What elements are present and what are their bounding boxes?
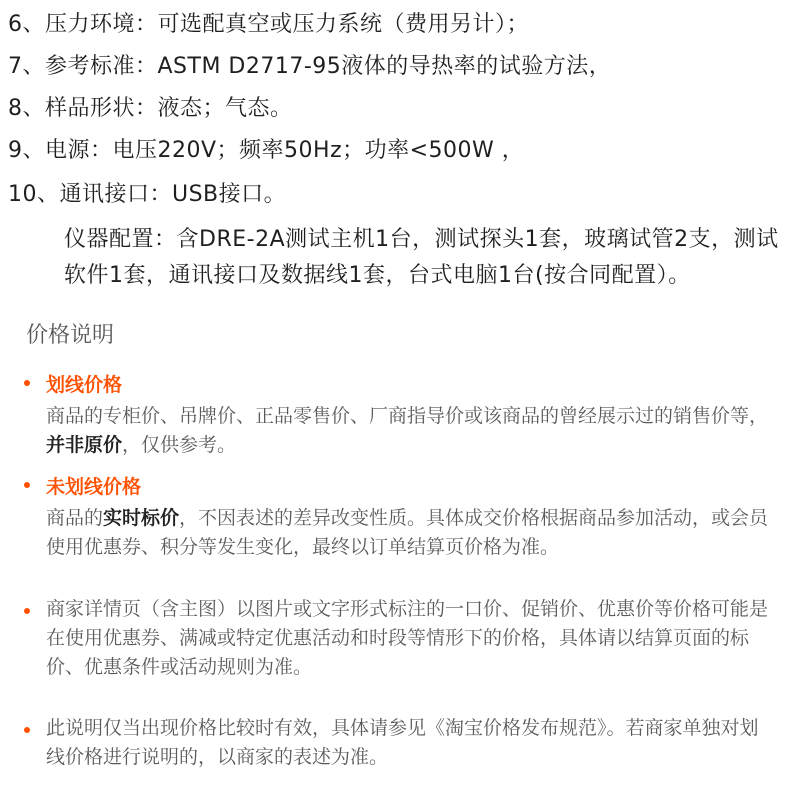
nonstrike-price-bold: 实时标价 xyxy=(103,507,180,529)
nonstrike-price-text-b: ，不因表述的差异改变性质。具体成交价格根据商品参加活动，或会员使用优惠券、积分等发生变化，最终以订单结算页价格为准。 xyxy=(46,507,769,558)
instrument-config xyxy=(64,222,800,294)
bullet-dot-icon xyxy=(24,727,30,733)
config-line-1: 仪器配置：含DRE-2A测试主机1台，测试探头1套，玻璃试管2支，测试 xyxy=(64,227,779,252)
spec-item-sample-shape: 8、样品形状：液态；气态。 xyxy=(8,96,293,121)
bullet-dot-icon xyxy=(24,608,30,614)
spec-item-power: 9、电源：电压220V；频率50Hz；功率<500W ， xyxy=(8,138,525,163)
spec-item-pressure: 6、压力环境：可选配真空或压力系统（费用另计）； xyxy=(8,12,529,37)
config-line-2: 软件1套，通讯接口及数据线1套，台式电脑1台(按合同配置）。 xyxy=(64,263,691,288)
nonstrike-price-title: 未划线价格 xyxy=(46,476,142,498)
price-section-title: 价格说明 xyxy=(26,323,115,348)
strike-price-text-a: 商品的专柜价、吊牌价、正品零售价、厂商指导价或该商品的曾经展示过的销售价等， xyxy=(46,405,769,427)
strike-price-text xyxy=(46,402,776,460)
strike-price-bold: 并非原价 xyxy=(46,434,123,456)
strike-price-title: 划线价格 xyxy=(46,374,123,396)
price-note-text: 此说明仅当出现价格比较时有效，具体请参见《淘宝价格发布规范》。若商家单独对划线价格进行说明的，以商家的表述为准。 xyxy=(46,717,759,768)
bullet-dot-icon xyxy=(24,482,30,488)
spec-item-standard: 7、参考标准：ASTM D2717-95液体的导热率的试验方法， xyxy=(8,54,612,79)
spec-item-interface: 10、通讯接口：USB接口。 xyxy=(8,182,287,207)
nonstrike-price-text-a: 商品的 xyxy=(46,507,104,529)
nonstrike-price-text xyxy=(46,504,776,562)
merchant-price-text: 商家详情页（含主图）以图片或文字形式标注的一口价、促销价、优惠价等价格可能是在使用优惠券、满减或特定优惠活动和时段等情形下的价格，具体请以结算页面的标价、优惠条件或活动规则为准。 xyxy=(46,598,769,678)
bullet-dot-icon xyxy=(24,380,30,386)
strike-price-text-b: ，仅供参考。 xyxy=(122,434,237,456)
